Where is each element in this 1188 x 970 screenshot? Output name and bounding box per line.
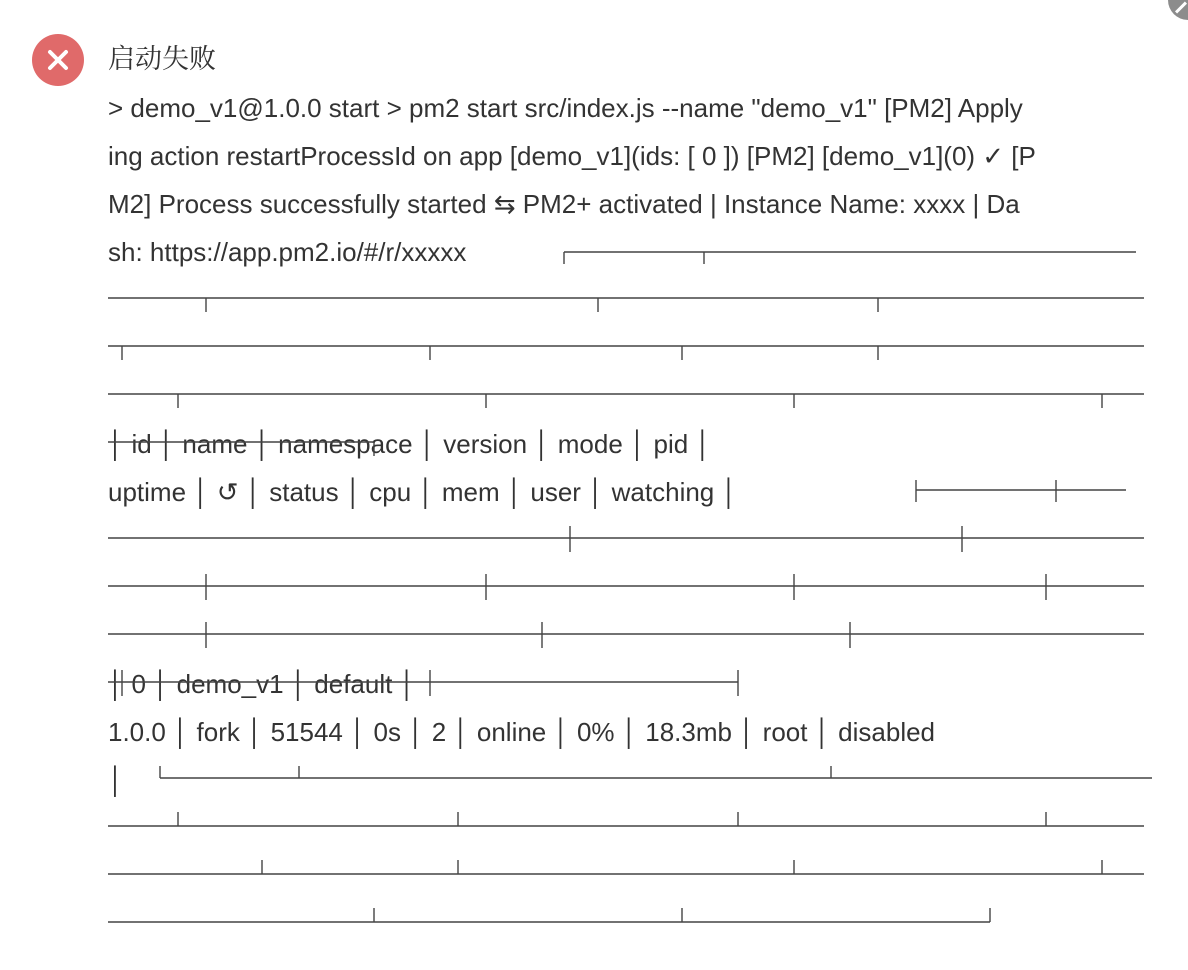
log-line: ing action restartProcessId on app [demo_v1](ids: [ 0 ]) [PM2] [demo_v1](0) ✓ [P bbox=[108, 141, 1036, 171]
log-line: │ 0 │ demo_v1 │ default │ bbox=[108, 669, 416, 699]
corner-close-icon[interactable] bbox=[1168, 0, 1188, 20]
log-line: uptime │ ↺ │ status │ cpu │ mem │ user │ watching │ bbox=[108, 477, 738, 507]
log-line: M2] Process successfully started ⇆ PM2+ activated | Instance Name: xxxx | Da bbox=[108, 189, 1020, 219]
log-line: sh: https://app.pm2.io/#/r/xxxxx bbox=[108, 237, 467, 267]
log-line: │ bbox=[108, 765, 125, 795]
log-line: │ id │ name │ namespace │ version │ mode │ pid │ bbox=[108, 429, 712, 459]
log-line: 1.0.0 │ fork │ 51544 │ 0s │ 2 │ online │ 0% │ 18.3mb │ root │ disabled bbox=[108, 717, 936, 747]
log-line: > demo_v1@1.0.0 start > pm2 start src/index.js --name "demo_v1" [PM2] Apply bbox=[108, 93, 1023, 123]
dialog-title: 启动失败 bbox=[108, 44, 216, 75]
close-circle-icon bbox=[32, 34, 84, 86]
